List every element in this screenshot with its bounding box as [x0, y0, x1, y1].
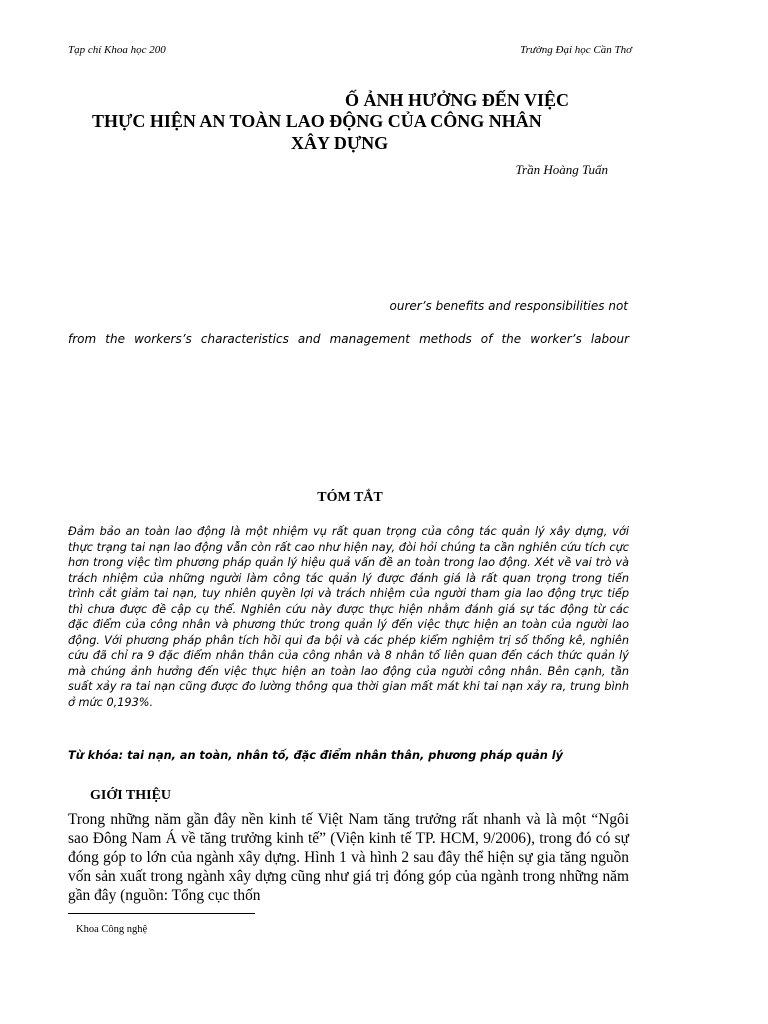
english-abstract-line-2: from the workers’s characteristics and management methods of the worker’s labour	[68, 332, 629, 346]
footnote: Khoa Công nghệ	[76, 924, 148, 935]
english-abstract-line-1: ourer’s benefits and responsibilities not	[389, 299, 628, 313]
title-line-3: XÂY DỰNG	[291, 133, 389, 153]
introduction-body: Trong những năm gần đây nền kinh tế Việt Nam tăng trưởng rất nhanh và là một “Ngôi sao Đông Nam Á về tăng trưởng kinh tế” (Viện kinh tế TP. HCM, 9/2006), trong đó có sự đóng góp to lớn của ngành xây dựng. Hình 1 và hình 2 sau đây thể hiện sự gia tăng nguồn vốn sản xuất trong ngành xây dựng cũng như giá trị đóng góp của ngành trong những năm gần đây (nguồn: Tổng cục thốn	[68, 811, 629, 904]
author-name: Trần Hoàng Tuấn	[515, 162, 608, 177]
title-line-2: THỰC HIỆN AN TOÀN LAO ĐỘNG CỦA CÔNG NHÂN	[92, 111, 542, 131]
institution-name: Trường Đại học Cần Thơ	[520, 44, 632, 56]
journal-name: Tạp chí Khoa học 200	[68, 44, 166, 56]
summary-heading: TÓM TẮT	[317, 490, 383, 505]
summary-body: Đảm bảo an toàn lao động là một nhiệm vụ rất quan trọng của công tác quản lý xây dựng, với thực trạng tai nạn lao động vẫn còn rất cao như hiện nay, đòi hỏi chúng ta cần nghiên cứu tích cực hơn trong việc tìm phương pháp quản lý hiệu quả vấn đề an toàn trong lao động. Xét về vai trò và trách nhiệm của những người làm công tác quản lý được đánh giá là rất quan trọng trong tiến trình cắt giảm tai nạn, tuy nhiên quyền lợi và trách nhiệm của người tham gia lao động trực tiếp thì chưa được đề cập cụ thể. Nghiên cứu này được thực hiện nhằm đánh giá sự tác động từ các đặc điểm của công nhân và phương thức trong quản lý đến việc thực hiện an toàn của người lao động. Với phương pháp phân tích hồi qui đa bội và các phép kiểm nghiệm trị số thống kê, nghiên cứu đã chỉ ra 9 đặc điểm nhân thân của công nhân và 8 nhân tố liên quan đến cách thức quản lý mà chúng ảnh hưởng đến việc thực hiện an toàn lao động của người công nhân. Bên cạnh, tần suất xảy ra tai nạn cũng được đo lường thông qua thời gian mất mát khi tai nạn xảy ra, trung bình ở mức 0,193%.	[68, 525, 629, 709]
introduction-heading: GIỚI THIỆU	[90, 788, 172, 803]
footnote-divider	[68, 913, 255, 914]
keywords: Từ khóa: tai nạn, an toàn, nhân tố, đặc điểm nhân thân, phương pháp quản lý	[68, 749, 563, 762]
title-line-1: Ố ẢNH HƯỞNG ĐẾN VIỆC	[345, 90, 570, 110]
